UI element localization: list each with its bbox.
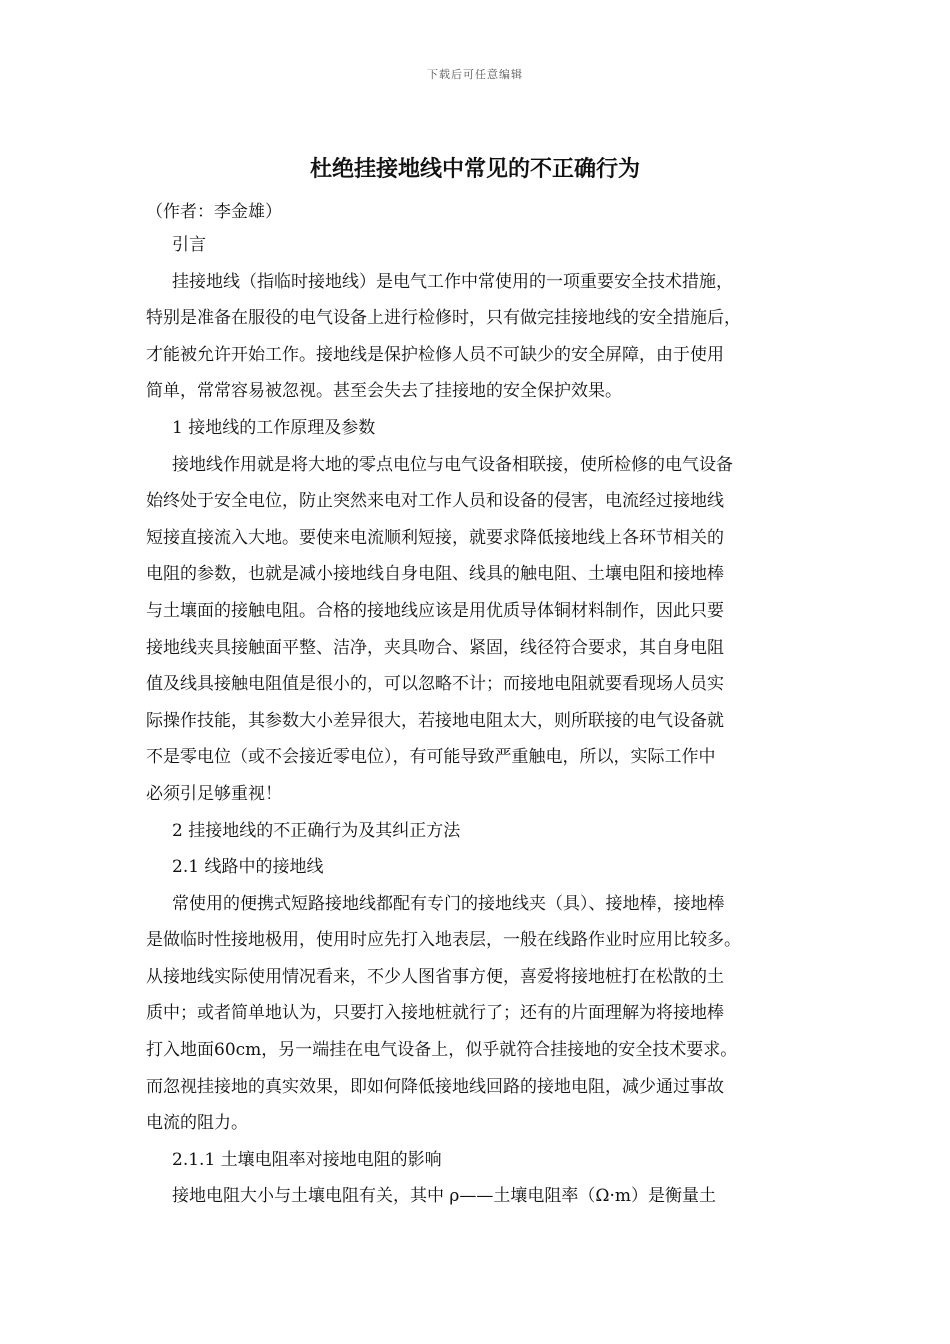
- text-line: 短接直接流入大地。要使来电流顺利短接，就要求降低接地线上各环节相关的: [146, 527, 724, 548]
- text-line: 特别是准备在服役的电气设备上进行检修时，只有做完挂接地线的安全措施后，: [146, 308, 741, 329]
- text-line: 质中；或者简单地认为，只要打入接地桩就行了；还有的片面理解为将接地棒: [146, 1003, 724, 1024]
- text-line: 1 接地线的工作原理及参数: [172, 417, 376, 438]
- text-line: 引言: [172, 235, 206, 255]
- text-line: 接地线夹具接触面平整、洁净，夹具吻合、紧固，线径符合要求，其自身电阻: [146, 637, 724, 658]
- text-line: 接地电阻大小与土壤电阻有关，其中 ρ——土壤电阻率（Ω·m）是衡量土: [172, 1186, 717, 1207]
- text-line: 才能被允许开始工作。接地线是保护检修人员不可缺少的安全屏障，由于使用: [146, 344, 724, 365]
- text-line: 打入地面60cm，另一端挂在电气设备上，似乎就符合挂接地的安全技术要求。: [146, 1040, 738, 1061]
- text-line: 始终处于安全电位，防止突然来电对工作人员和设备的侵害，电流经过接地线: [146, 491, 724, 512]
- text-line: 常使用的便携式短路接地线都配有专门的接地线夹（具）、接地棒，接地棒: [172, 893, 725, 914]
- text-line: 2.1.1 土壤电阻率对接地电阻的影响: [172, 1149, 442, 1170]
- text-line: 接地线作用就是将大地的零点电位与电气设备相联接，使所检修的电气设备: [172, 454, 733, 475]
- text-line: 简单，常常容易被忽视。甚至会失去了挂接地的安全保护效果。: [146, 381, 622, 402]
- text-line: 挂接地线（指临时接地线）是电气工作中常使用的一项重要安全技术措施，: [172, 271, 733, 292]
- text-line: 是做临时性接地极用，使用时应先打入地表层，一般在线路作业时应用比较多。: [146, 930, 741, 951]
- text-line: 从接地线实际使用情况看来，不少人图省事方便，喜爱将接地桩打在松散的土: [146, 966, 724, 987]
- text-line: 不是零电位（或不会接近零电位），有可能导致严重触电，所以，实际工作中: [146, 747, 716, 768]
- text-line: 与土壤面的接触电阻。合格的接地线应该是用优质导体铜材料制作，因此只要: [146, 600, 724, 621]
- text-line: 电流的阻力。: [146, 1113, 248, 1134]
- text-line: 值及线具接触电阻值是很小的，可以忽略不计；而接地电阻就要看现场人员实: [146, 674, 724, 695]
- document-title: 杜绝挂接地线中常见的不正确行为: [309, 156, 640, 182]
- document-author: （作者：李金雄）: [146, 202, 282, 222]
- header-note: 下载后可任意编辑: [427, 68, 523, 81]
- document-body: [146, 227, 814, 1215]
- text-line: 2.1 线路中的接地线: [172, 857, 324, 878]
- text-line: 2 挂接地线的不正确行为及其纠正方法: [172, 820, 461, 841]
- text-line: 而忽视挂接地的真实效果，即如何降低接地线回路的接地电阻，减少通过事故: [146, 1076, 724, 1097]
- text-line: 必须引足够重视！: [146, 783, 282, 804]
- text-line: 电阻的参数，也就是减小接地线自身电阻、线具的触电阻、土壤电阻和接地棒: [146, 564, 724, 585]
- text-line: 际操作技能，其参数大小差异很大，若接地电阻太大，则所联接的电气设备就: [146, 710, 724, 731]
